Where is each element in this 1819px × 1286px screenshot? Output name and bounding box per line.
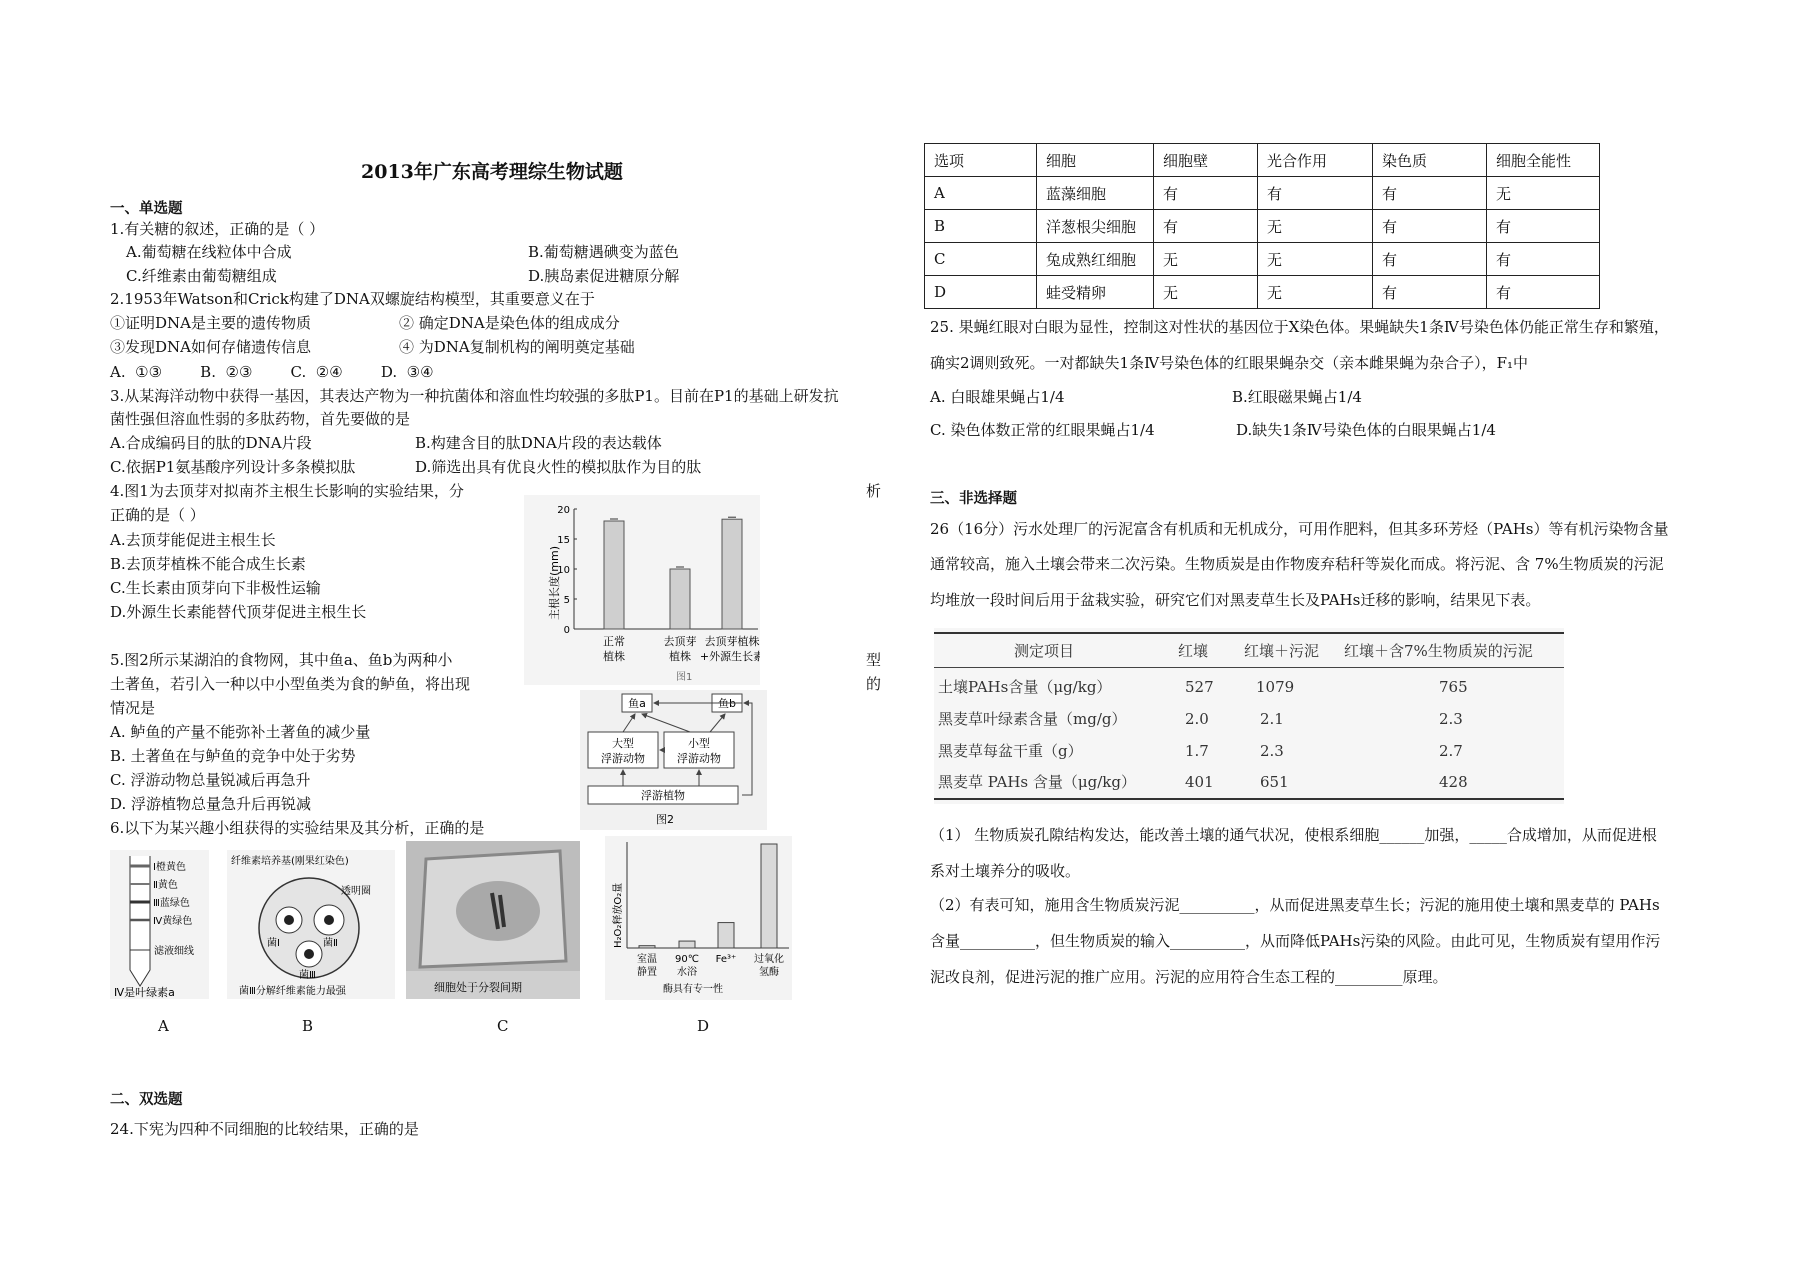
table-cell: 1.7 [1185, 742, 1209, 760]
q5-option-a: A. 鲈鱼的产量不能弥补土著鱼的减少量 [110, 723, 371, 741]
table-top-rule [934, 632, 1564, 634]
q5-option-b: B. 土著鱼在与鲈鱼的竞争中处于劣势 [110, 747, 356, 765]
figure-a-chromatography [110, 850, 209, 999]
q26-stem-line-1: 26（16分）污水处理厂的污泥富含有机质和无机成分，可用作肥料，但其多环芳烃（PAHs）等有机污染物含量 [930, 520, 1669, 538]
table-row [925, 210, 1600, 243]
page-title: 2013年广东高考理综生物试题 [361, 161, 623, 183]
table-cell: 765 [1439, 678, 1468, 696]
table-cell: 土壤PAHs含量（μg/kg） [938, 678, 1112, 696]
figure-1-y-tick-label: 10 [557, 565, 570, 576]
figure-d-y-axis-label: H₂O₂释放O₂量 [613, 882, 624, 948]
figure-c-caption: 细胞处于分裂间期 [434, 981, 522, 994]
figure-d-chart [605, 836, 792, 1000]
table-cell: 2.0 [1185, 710, 1209, 728]
figure-d-option-label: D [697, 1017, 710, 1035]
figure-d-category-4-line-2: 氢酶 [759, 967, 779, 978]
table-header-cell: 细胞壁 [1154, 144, 1258, 177]
table-header-cell: 光合作用 [1258, 144, 1373, 177]
q26-part-1-line-2: 系对土壤养分的吸收。 [930, 862, 1081, 880]
q1-option-c: C.纤维素由葡萄糖组成 [126, 267, 277, 285]
figure-1-bar [670, 569, 690, 629]
table-cell: 蛙受精卵 [1037, 276, 1154, 309]
q2-statement-4: ④ 为DNA复制机构的阐明奠定基础 [399, 338, 635, 356]
figure-a-caption: Ⅳ是叶绿素a [114, 986, 175, 999]
table-header-cell: 细胞 [1037, 144, 1154, 177]
q5-stem-tail-2: 的 [866, 675, 882, 693]
small-zooplankton-line-1: 小型 [688, 737, 710, 750]
table-cell: 无 [1487, 177, 1600, 210]
figure-1-category-3-line-2: +外源生长素 [699, 650, 760, 663]
q2-statement-1: ①证明DNA是主要的遗传物质 [110, 314, 311, 332]
q2-choices: A. ①③ B. ②③ C. ②④ D. ③④ [110, 363, 434, 381]
table-row [925, 177, 1600, 210]
table-cell: 有 [1154, 210, 1258, 243]
q25-option-d: D.缺失1条Ⅳ号染色体的白眼果蝇占1/4 [1236, 421, 1496, 439]
fish-a-label: 鱼a [628, 697, 646, 710]
table-cell: 无 [1258, 276, 1373, 309]
figure-1-category-2-line-1: 去顶芽 [663, 635, 697, 648]
q4-stem-line-1: 4.图1为去顶芽对拟南芥主根生长影响的实验结果，分 [110, 482, 464, 500]
q5-option-c: C. 浮游动物总量锐减后再急升 [110, 771, 311, 789]
q1-option-a: A.葡萄糖在线粒体中合成 [126, 243, 292, 261]
table-cell: 1079 [1256, 678, 1295, 696]
q3-option-a: A.合成编码目的肽的DNA片段 [110, 434, 312, 452]
figure-1-category-1-line-1: 正常 [603, 635, 625, 648]
figure-b-top-label: 纤维素培养基(刚果红染色) [231, 856, 349, 867]
table-cell: 有 [1487, 210, 1600, 243]
section-non-choice: 三、非选择题 [930, 490, 1017, 507]
q6-stem: 6.以下为某兴趣小组获得的实验结果及其分析，正确的是 [110, 819, 485, 837]
q26-part-2-line-2: 含量__________，但生物质炭的输入__________，从而降低PAHs污染的风险。由此可见，生物质炭有望用作污 [930, 932, 1661, 950]
q25-stem-line-2: 确实2调则致死。一对都缺失1条Ⅳ号染色体的红眼果蝇杂交（亲本雌果蝇为杂合子），F₁中 [930, 354, 1528, 372]
q4-option-b: B.去顶芽植株不能合成生长素 [110, 555, 306, 573]
band-1-label: Ⅰ橙黄色 [153, 862, 186, 873]
figure-1-category-3-line-1: 去顶芽植株 [704, 635, 760, 648]
bacteria-3-label: 菌Ⅲ [299, 970, 316, 981]
table-header-cell: 红壤 [1178, 642, 1209, 660]
bacteria-1-label: 菌Ⅰ [267, 938, 280, 949]
q25-option-b: B.红眼磁果蝇占1/4 [1232, 388, 1362, 406]
q4-option-c: C.生长素由顶芽向下非极性运输 [110, 579, 321, 597]
q1-stem: 1.有关糖的叙述，正确的是（ ） [110, 220, 325, 238]
figure-d-caption: 酶具有专一性 [663, 984, 723, 995]
figure-1-bar [604, 521, 624, 629]
q25-stem-line-1: 25. 果蝇红眼对白眼为显性，控制这对性状的基因位于X染色体。果蝇缺失1条Ⅳ号染色体仍能正常生存和繁殖， [930, 318, 1669, 336]
table-cell: 有 [1487, 243, 1600, 276]
table-cell: 有 [1258, 177, 1373, 210]
figure-c-cell-micrograph [406, 841, 580, 999]
q3-option-b: B.构建含目的肽DNA片段的表达载体 [415, 434, 662, 452]
q24-stem: 24.下宪为四种不同细胞的比较结果，正确的是 [110, 1120, 419, 1138]
clear-zone-label: 透明圈 [341, 886, 371, 897]
figure-d-category-1-line-1: 室温 [637, 954, 657, 965]
figure-b-option-label: B [302, 1017, 314, 1035]
figure-d-category-3: Fe³⁺ [715, 954, 737, 965]
table-cell: 401 [1185, 773, 1214, 791]
figure-b-caption: 菌Ⅲ分解纤维素能力最强 [239, 986, 346, 997]
q3-stem-line-2: 菌性强但溶血性弱的多肽药物，首先要做的是 [110, 410, 411, 428]
table-cell: 有 [1487, 276, 1600, 309]
big-zooplankton-line-1: 大型 [612, 737, 634, 750]
table-cell: 2.3 [1439, 710, 1463, 728]
section-single-choice: 一、单选题 [110, 200, 183, 217]
q2-statement-2: ② 确定DNA是染色体的组成成分 [399, 314, 620, 332]
small-zooplankton-line-2: 浮游动物 [677, 752, 721, 765]
q3-option-d: D.筛选出具有优良火性的模拟肽作为目的肽 [415, 458, 702, 476]
band-2-label: Ⅱ黄色 [153, 880, 178, 891]
table-mid-rule [934, 667, 1564, 668]
figure-b-petri-dish [227, 850, 395, 999]
table-cell: 有 [1373, 276, 1487, 309]
figure-d-category-2-line-1: 90℃ [675, 954, 699, 965]
figure-1-category-2-line-2: 植株 [669, 650, 691, 663]
table-cell: 2.3 [1260, 742, 1284, 760]
table-cell: 蓝藻细胞 [1037, 177, 1154, 210]
band-4-label: Ⅳ黄绿色 [153, 916, 193, 927]
figure-2-svg [580, 690, 767, 830]
table-cell: 黑麦草 PAHs 含量（μg/kg） [938, 773, 1136, 791]
q25-option-c: C. 染色体数正常的红眼果蝇占1/4 [930, 421, 1155, 439]
q24-comparison-table [924, 143, 1600, 309]
table-cell: C [925, 243, 1037, 276]
figure-a-option-label: A [158, 1017, 169, 1035]
q5-stem-tail-1: 型 [866, 651, 882, 669]
table-cell: 无 [1154, 243, 1258, 276]
q26-part-2-line-1: （2）有表可知，施用含生物质炭污泥__________，从而促进黑麦草生长；污泥的施用使土壤和黑麦草的 PAHs [930, 896, 1660, 914]
figure-1-y-tick-label: 0 [563, 625, 570, 636]
table-cell: 651 [1260, 773, 1289, 791]
q2-stem: 2.1953年Watson和Crick构建了DNA双螺旋结构模型，其重要意义在于 [110, 290, 595, 308]
q1-option-b: B.葡萄糖遇碘变为蓝色 [528, 243, 679, 261]
table-cell: 有 [1373, 243, 1487, 276]
q25-option-a: A. 白眼雄果蝇占1/4 [930, 388, 1065, 406]
table-cell: 有 [1373, 177, 1487, 210]
q5-stem-line-3: 情况是 [110, 699, 156, 717]
table-cell: 兔成熟红细胞 [1037, 243, 1154, 276]
q26-results-table [934, 628, 1564, 804]
q26-stem-line-2: 通常较高，施入土壤会带来二次污染。生物质炭是由作物废弃秸秆等炭化而成。将污泥、含 7%生物质炭的污泥 [930, 555, 1664, 573]
figure-1-chart [524, 495, 760, 685]
table-cell: 527 [1185, 678, 1214, 696]
q26-stem-line-3: 均堆放一段时间后用于盆栽实验，研究它们对黑麦草生长及PAHs迁移的影响，结果见下表。 [930, 591, 1541, 609]
table-header-cell: 选项 [925, 144, 1037, 177]
q2-statement-3: ③发现DNA如何存储遗传信息 [110, 338, 311, 356]
table-cell: B [925, 210, 1037, 243]
table-cell: 洋葱根尖细胞 [1037, 210, 1154, 243]
figure-1-y-axis-label: 主根长度(mm) [548, 545, 561, 620]
figure-1-caption: 图1 [676, 672, 693, 683]
q5-option-d: D. 浮游植物总量急升后再锐减 [110, 795, 312, 813]
figure-c-svg [406, 841, 580, 999]
figure-d-bar [718, 923, 734, 948]
q3-option-c: C.依据P1氨基酸序列设计多条模拟肽 [110, 458, 356, 476]
band-3-label: Ⅲ蓝绿色 [153, 898, 190, 909]
table-header-cell: 红壤＋含7%生物质炭的污泥 [1344, 642, 1533, 660]
figure-2-food-web [580, 690, 767, 830]
table-cell: D [925, 276, 1037, 309]
figure-b-svg [227, 850, 395, 999]
figure-c-option-label: C [497, 1017, 509, 1035]
table-bottom-rule [934, 798, 1564, 800]
figure-d-category-4-line-1: 过氧化 [754, 954, 784, 965]
table-cell: 2.7 [1439, 742, 1463, 760]
table-cell: A [925, 177, 1037, 210]
big-zooplankton-line-2: 浮游动物 [601, 752, 645, 765]
figure-a-svg [110, 850, 209, 999]
q1-option-d: D.胰岛素促进糖原分解 [528, 267, 680, 285]
bacteria-2-label: 菌Ⅱ [323, 938, 338, 949]
table-cell: 有 [1154, 177, 1258, 210]
q4-stem-line-2: 正确的是（ ） [110, 506, 205, 524]
q3-stem-line-1: 3.从某海洋动物中获得一基因，其表达产物为一种抗菌体和溶血性均较强的多肽P1。目前在P1的基础上研发抗 [110, 387, 839, 405]
table-cell: 无 [1258, 210, 1373, 243]
q4-stem-tail: 析 [866, 482, 882, 500]
table-cell: 有 [1373, 210, 1487, 243]
table-cell: 黑麦草每盆干重（g） [938, 742, 1083, 760]
phytoplankton-label: 浮游植物 [641, 789, 685, 802]
table-cell: 无 [1258, 243, 1373, 276]
q26-part-2-line-3: 泥改良剂，促进污泥的推广应用。污泥的应用符合生态工程的_________原理。 [930, 968, 1448, 986]
figure-1-y-tick-label: 15 [557, 535, 570, 546]
q4-option-a: A.去顶芽能促进主根生长 [110, 531, 276, 549]
figure-1-category-1-line-2: 植株 [603, 650, 625, 663]
table-header-cell: 染色质 [1373, 144, 1487, 177]
figure-d-bar [639, 946, 655, 948]
table-row [925, 243, 1600, 276]
table-row [925, 276, 1600, 309]
table-header-row [925, 144, 1600, 177]
figure-1-y-tick-label: 5 [563, 595, 570, 606]
section-double-choice: 二、双选题 [110, 1091, 183, 1108]
table-cell: 无 [1154, 276, 1258, 309]
fish-b-label: 鱼b [718, 697, 736, 710]
q5-stem-line-1: 5.图2所示某湖泊的食物网，其中鱼a、鱼b为两种小 [110, 651, 453, 669]
figure-1-bar [722, 519, 742, 629]
figure-d-bar [761, 844, 777, 948]
figure-d-svg [605, 836, 792, 1000]
figure-d-bar [679, 941, 695, 948]
q26-part-1-line-1: （1） 生物质炭孔隙结构发达，能改善土壤的通气状况，使根系细胞______加强，_____合成增加，从而促进根 [930, 826, 1657, 844]
table-cell: 黑麦草叶绿素含量（mg/g） [938, 710, 1127, 728]
figure-d-category-1-line-2: 静置 [637, 967, 657, 978]
filtrate-line-label: 滤液细线 [154, 946, 194, 957]
table-header-cell: 测定项目 [1014, 642, 1075, 660]
table-header-cell: 红壤＋污泥 [1244, 642, 1320, 660]
table-cell: 428 [1439, 773, 1468, 791]
figure-1-y-tick-label: 20 [557, 505, 570, 516]
q5-stem-line-2: 土著鱼，若引入一种以中小型鱼类为食的鲈鱼，将出现 [110, 675, 471, 693]
table-cell: 2.1 [1260, 710, 1284, 728]
figure-1-svg [524, 495, 760, 685]
figure-d-category-2-line-2: 水浴 [677, 967, 697, 978]
table-header-cell: 细胞全能性 [1487, 144, 1600, 177]
figure-2-caption: 图2 [656, 813, 674, 826]
q4-option-d: D.外源生长素能替代顶芽促进主根生长 [110, 603, 367, 621]
